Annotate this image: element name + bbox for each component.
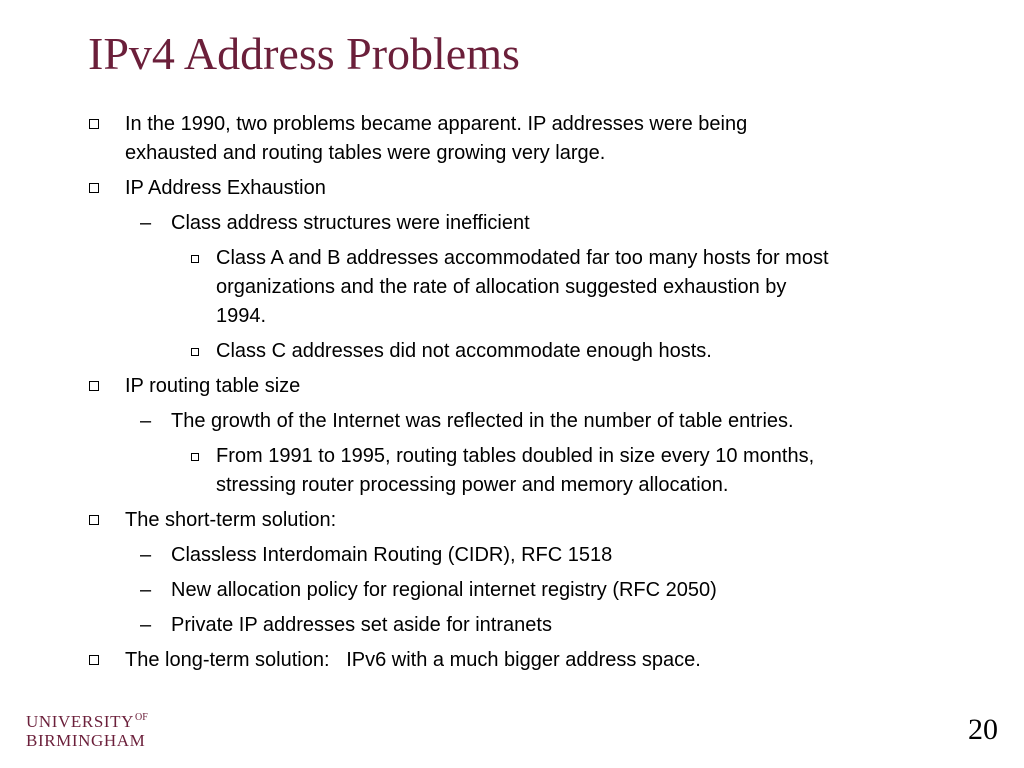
square-bullet-icon: [89, 655, 99, 665]
bullet-item: [0, 372, 1024, 401]
dash-bullet-icon: –: [140, 410, 152, 432]
logo-line-2: BIRMINGHAM: [26, 731, 146, 750]
bullet-text: The short-term solution:: [125, 509, 337, 531]
dash-bullet-icon: –: [140, 212, 152, 234]
university-logo: [26, 708, 148, 750]
square-bullet-icon: [89, 381, 99, 391]
bullet-text: IP Address Exhaustion: [125, 177, 326, 199]
dash-bullet-icon: –: [140, 579, 152, 601]
bullet-text: IP routing table size: [125, 375, 301, 397]
square-bullet-icon: [191, 348, 199, 356]
slide-title: IPv4 Address Problems: [88, 28, 520, 79]
bullet-list: [0, 110, 1024, 681]
square-bullet-icon: [191, 255, 199, 263]
sub-bullet-text: Private IP addresses set aside for intranets: [171, 614, 552, 636]
square-bullet-icon: [191, 453, 199, 461]
square-bullet-icon: [89, 119, 99, 129]
sub-bullet-text: Classless Interdomain Routing (CIDR), RFC 1518: [171, 544, 613, 566]
bullet-item: [0, 646, 1024, 675]
bullet-item: [0, 110, 1024, 168]
sub-bullet-item: [0, 407, 1024, 436]
bullet-item: [0, 174, 1024, 203]
sub-sub-bullet-text: Class C addresses did not accommodate enough hosts.: [216, 340, 712, 362]
sub-bullet-text: Class address structures were inefficient: [171, 212, 530, 234]
logo-line-1: $UNIVERSITY^{OF}$: [26, 712, 148, 731]
sub-bullet-item: [0, 209, 1024, 238]
square-bullet-icon: [89, 515, 99, 525]
slide-number: 20: [968, 713, 998, 746]
bullet-item: [0, 506, 1024, 535]
sub-bullet-text: The growth of the Internet was reflected in the number of table entries.: [171, 410, 794, 432]
sub-sub-bullet-text: Class A and B addresses accommodated far too many hosts for most organizations and the rate of allocation suggested exhaustion by 1994.: [216, 247, 829, 327]
sub-bullet-item: [0, 576, 1024, 605]
sub-sub-bullet-item: [0, 244, 1024, 331]
bullet-text: In the 1990, two problems became apparent. IP addresses were being exhausted and routing tables were growing very large.: [125, 113, 748, 164]
dash-bullet-icon: –: [140, 614, 152, 636]
square-bullet-icon: [89, 183, 99, 193]
bullet-text: The long-term solution: IPv6 with a much bigger address space.: [125, 649, 701, 671]
sub-sub-bullet-item: [0, 337, 1024, 366]
sub-bullet-item: [0, 541, 1024, 570]
sub-bullet-item: [0, 611, 1024, 640]
sub-bullet-text: New allocation policy for regional internet registry (RFC 2050): [171, 579, 717, 601]
dash-bullet-icon: –: [140, 544, 152, 566]
sub-sub-bullet-item: [0, 442, 1024, 500]
sub-sub-bullet-text: From 1991 to 1995, routing tables doubled in size every 10 months, stressing router processing power and memory allocation.: [216, 445, 815, 496]
